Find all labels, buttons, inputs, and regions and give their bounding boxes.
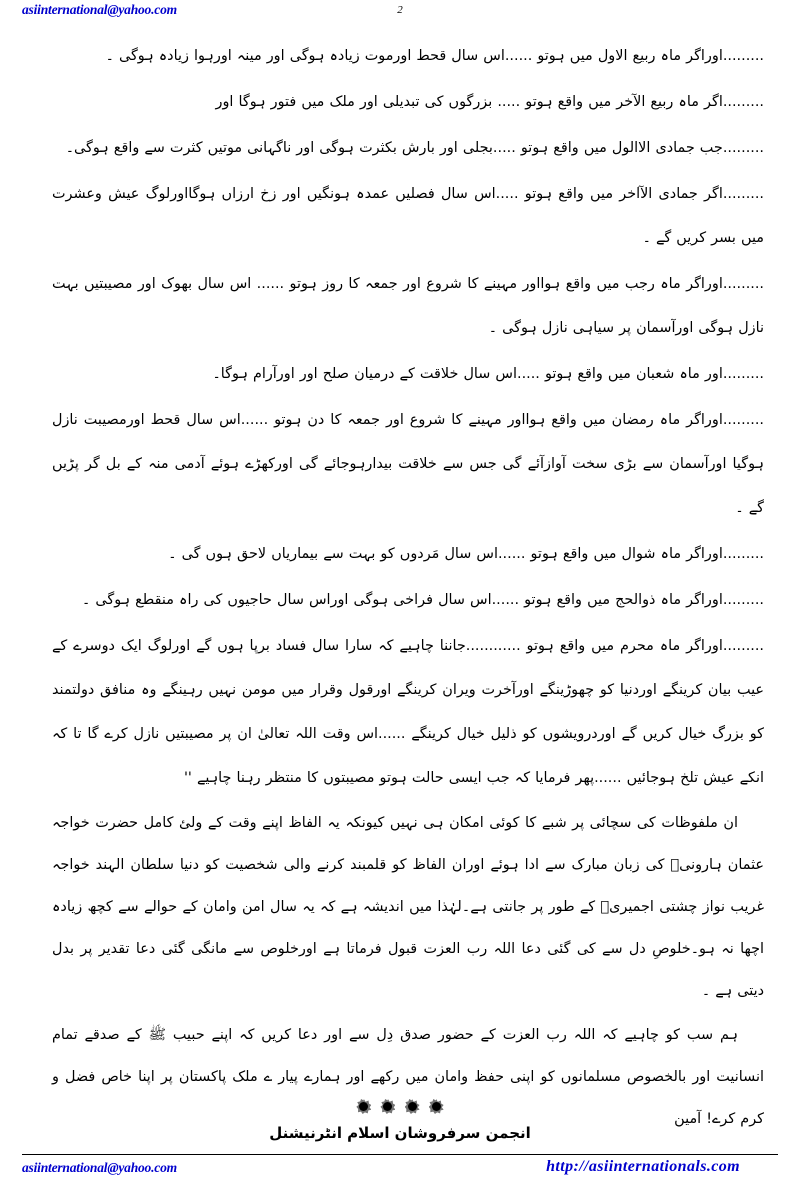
paragraph-shawwal: .........اوراگر ماہ شوال میں واقع ہوتو ......اس سال مَردوں کو بہت سے بیماریاں لاحق ہوں گی ۔: [168, 546, 764, 562]
paragraph-jamadi-ul-awwal: .........جب جمادی الاالول میں واقع ہوتو .....بجلی اور بارش بکثرت ہوگی اور ناگہانی موتیں کثرت سے واقع ہوگی۔: [65, 140, 764, 156]
ornament-divider: [0, 1098, 800, 1114]
document-body: [52, 34, 764, 1142]
paragraph-rajab: .........اوراگر ماہ رجب میں واقع ہوااور مہینے کا شروع اور جمعہ کا روز ہوتو ...... اس سال بھوک اور مصیبتیں بہت نازل ہوگی اورآسمان پر سیاہی نازل ہوگی ۔: [52, 276, 764, 336]
page-number: 2: [397, 4, 403, 16]
header-email-link[interactable]: asiinternational@yahoo.com: [22, 2, 177, 17]
paragraph-rabi-ul-awwal: .........اوراگر ماہ ربیع الاول میں ہوتو ......اس سال قحط اورموت زیادہ ہوگی اور مینہ اورہوا زیادہ ہوگی ۔: [105, 48, 764, 64]
paragraph-muharram: .........اوراگر ماہ محرم میں واقع ہوتو ............جاننا چاہیے کہ سارا سال فساد برپا ہوں گے اورلوگ ایک دوسرے کے عیب بیان کرینگے اوردنیا کو چھوڑینگے اورآخرت ویران کرینگے اورقول وقرار میں مومن نہیں رہینگے وہ منافق دولتمند کو بزرگ خیال کریں گے اوردرویشوں کو ذلیل خیال کرینگے ......اس وقت اللہ تعالیٰ ان پر مصیبتیں نازل کرے گا تا کہ انکے عیش تلخ ہوجائیں ......پھر فرمایا کہ جب ایسی حالت ہوتو مصیبتوں کا منتظر رہنا چاہیے '': [52, 638, 764, 786]
paragraph-ramadan: .........اوراگر ماہ رمضان میں واقع ہوااور مہینے کا شروع اور جمعہ کا دن ہوتو ......اس سال قحط اورمصیبت نازل ہوگیا اورآسمان سے بڑی سخت آوازآئے گی جس سے خلاقت بیدارہوجائے گی اورکھڑے ہوئے آدمی منہ کے بل گر پڑیں گے ۔: [52, 412, 764, 516]
paragraph-jamadi-us-sani: .........اگر جمادی الآاخر میں واقع ہوتو .....اس سال فصلیں عمدہ ہونگیں اور زخ ارزاں ہوگااورلوگ عیش وعشرت میں بسر کریں گے ۔: [52, 186, 764, 246]
paragraph-rabi-us-sani: .........اگر ماہ ربیع الآخر میں واقع ہوتو ..... بزرگوں کی تبدیلی اور ملک میں فتور ہوگا اور: [215, 94, 764, 110]
eight-point-star-ornament-icon: [429, 1099, 444, 1114]
paragraph-shaban: .........اور ماہ شعبان میں واقع ہوتو .....اس سال خلاقت کے درمیان صلح اور اورآرام ہوگا۔: [212, 366, 764, 382]
paragraph-zil-hajj: .........اوراگر ماہ ذوالحج میں واقع ہوتو ......اس سال فراخی ہوگی اوراس سال حاجیوں کی راہ منقطع ہوگی ۔: [81, 592, 764, 608]
page-footer: [0, 1120, 800, 1200]
footer-email-link[interactable]: asiinternational@yahoo.com: [22, 1160, 177, 1175]
paragraph-final-dua: ہم سب کو چاہیے کہ اللہ رب العزت کے حضور صدق دِل سے اور دعا کریں کہ اپنے حبیب ﷺ کے صدقے تمام انسانیت اور بالخصوص مسلمانوں کو اپنی حفظ وامان میں رکھے اور ہمارے پیار ے ملک پاکستان پر اپنا خاص فضل و کرم کرے! آمین: [52, 1027, 764, 1127]
footer-website-link[interactable]: http://asiinternationals.com: [546, 1158, 740, 1175]
eight-point-star-ornament-icon: [356, 1099, 371, 1114]
eight-point-star-ornament-icon: [380, 1099, 395, 1114]
footer-divider-rule: [22, 1154, 778, 1155]
page-header: [0, 0, 800, 34]
footer-organization-name: انجمن سرفروشان اسلام انٹرنیشنل: [269, 1124, 531, 1142]
paragraph-malfoozat-authenticity: ان ملفوظات کی سچائی پر شبے کا کوئی امکان ہی نہیں کیونکہ یہ الفاظ اپنے وقت کے ولئ کامل حضرت خواجہ عثمان ہارونیؒ کی زبان مبارک سے ادا ہوئے اوران الفاظ کو قلمبند کرنے والی شخصیت کو دنیا سلطان الہند خواجہ غریب نواز چشتی اجمیریؒ کے طور پر جانتی ہے۔لہٰذا میں اندیشہ ہے کہ یہ سال امن وامان کے حوالے سے کچھ زیادہ اچھا نہ ہو۔خلوصِ دل سے کی گئی دعا اللہ رب العزت قبول فرماتا ہے اورخلوص سے مانگی گئی دعا تقدیر پر بدل دیتی ہے ۔: [52, 815, 764, 999]
eight-point-star-ornament-icon: [405, 1099, 420, 1114]
